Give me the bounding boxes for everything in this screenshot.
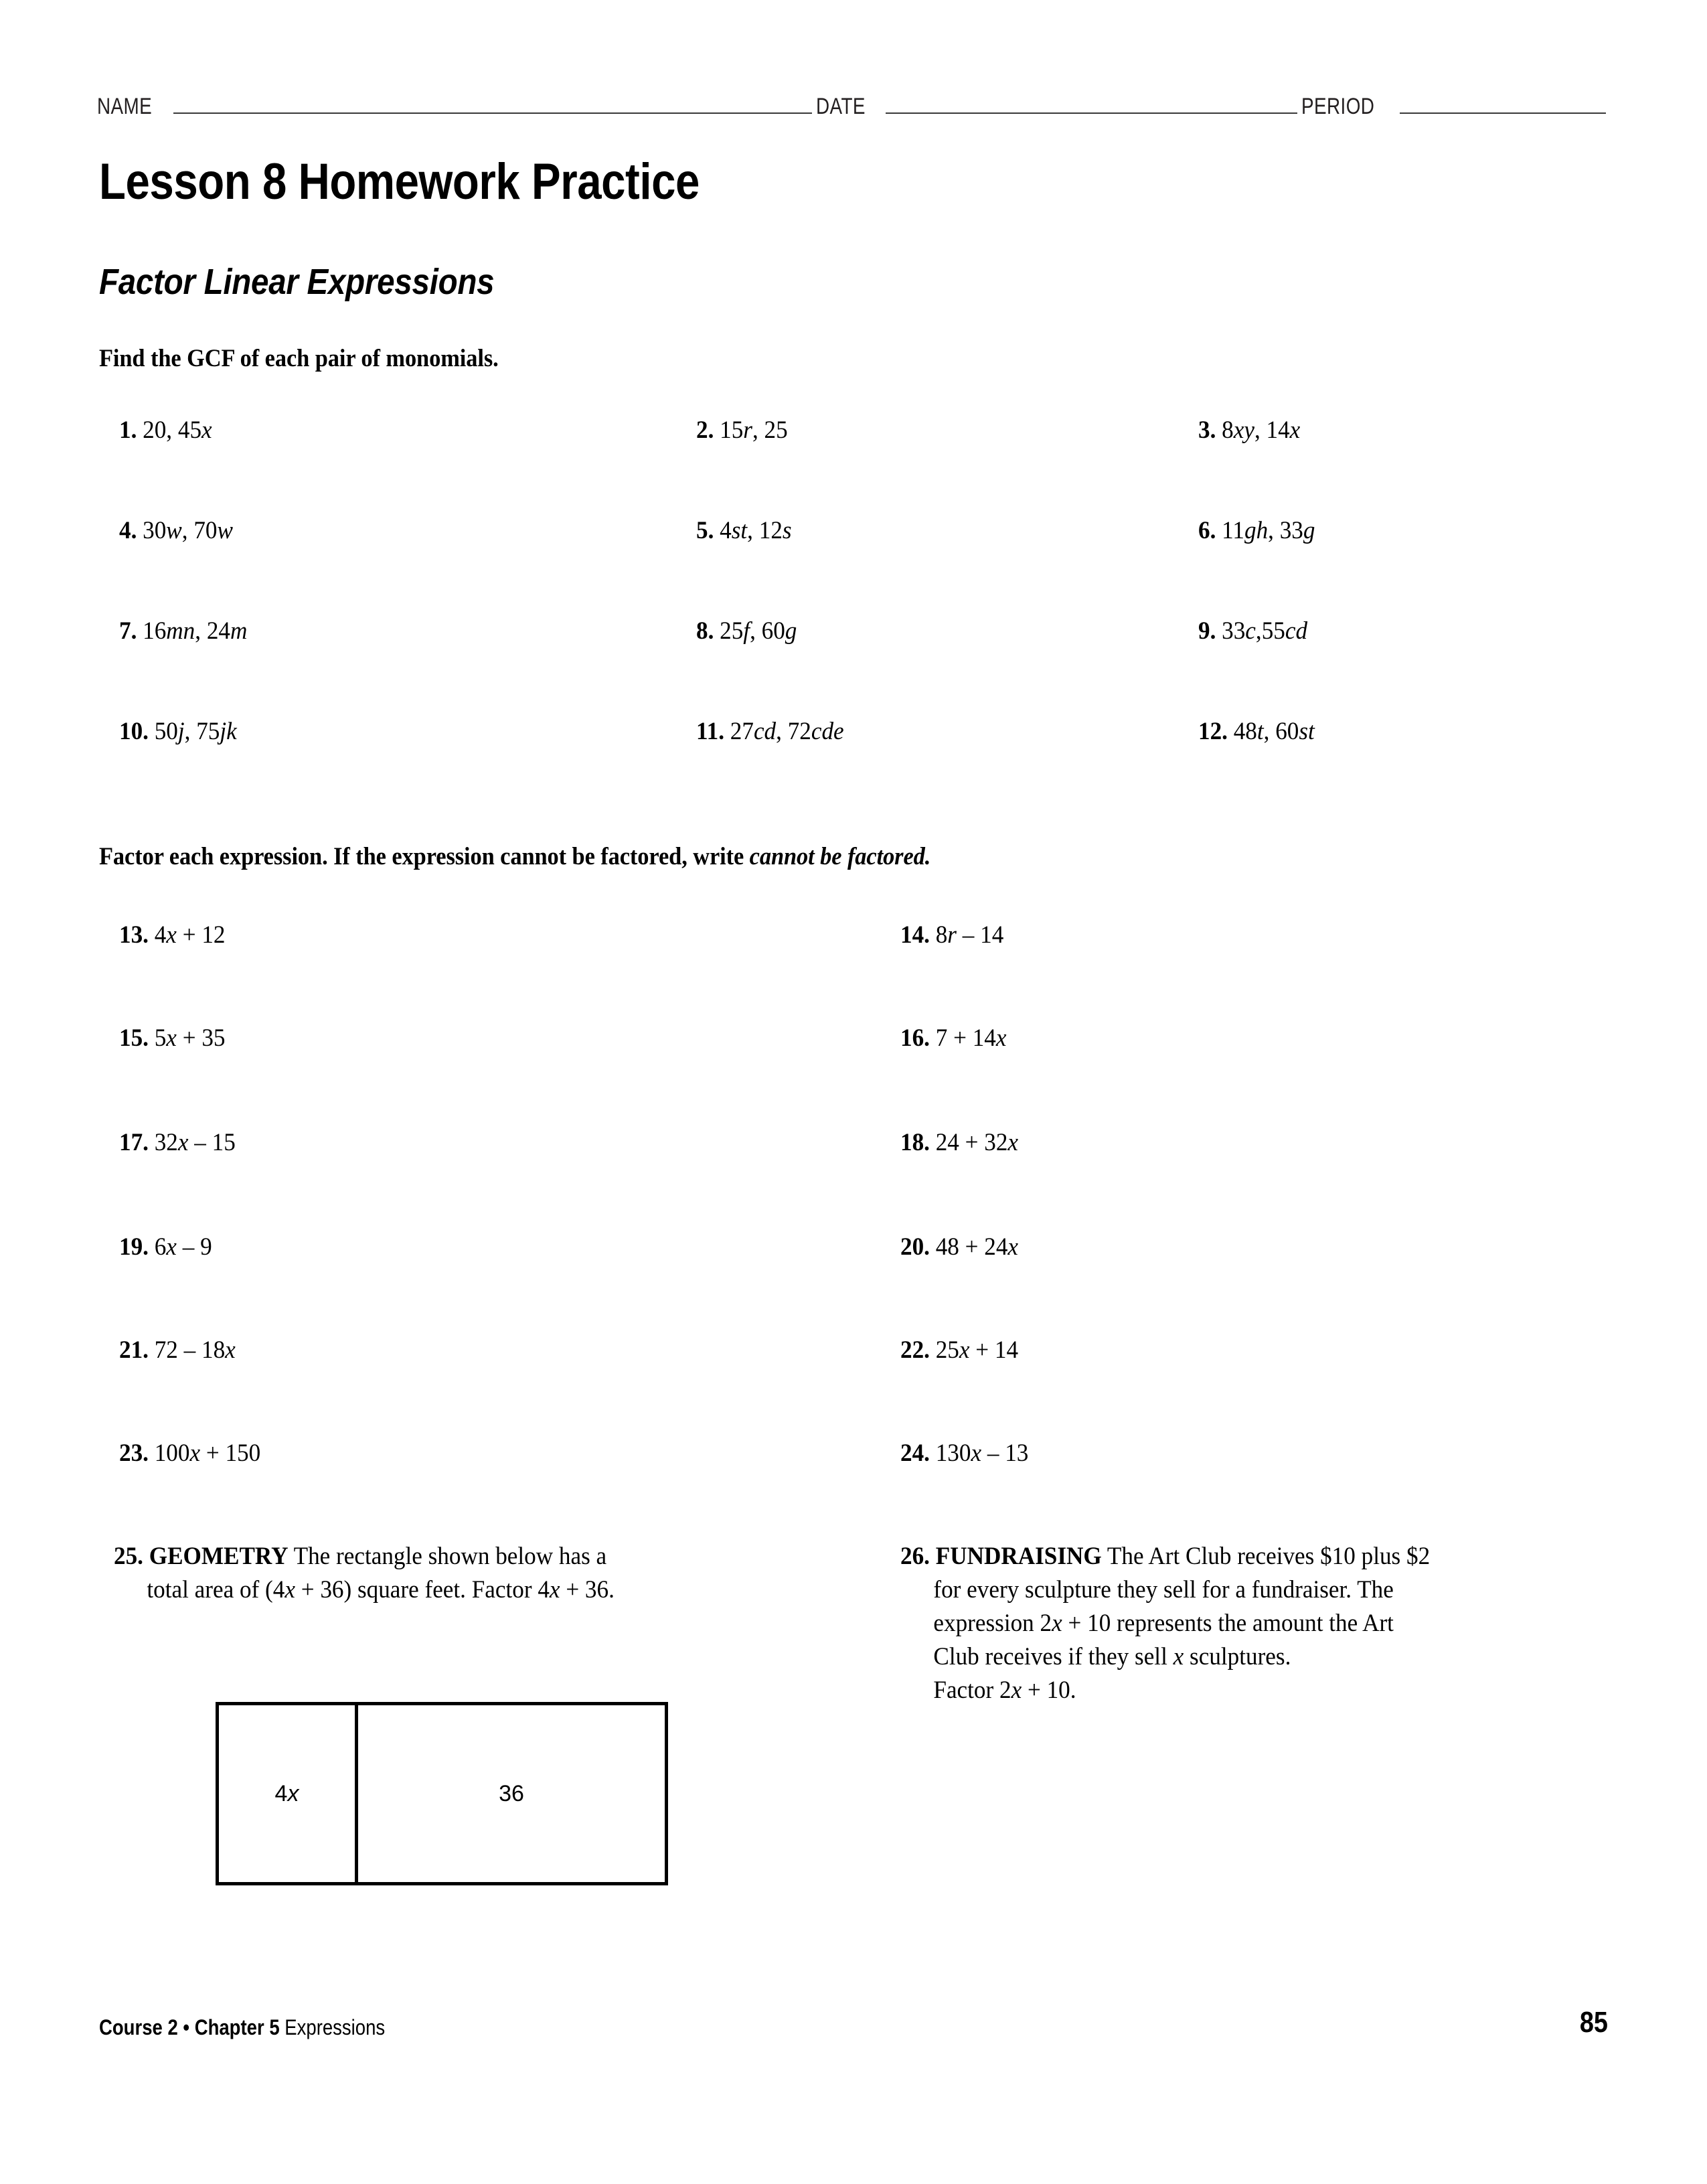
word-problem-geometry [114, 1540, 782, 1607]
gcf-problem-11 [696, 719, 844, 744]
rectangle-cell-4x: 4 x [219, 1705, 358, 1882]
date-write-line[interactable] [886, 112, 1297, 114]
problem-number: 23. [119, 1439, 149, 1467]
problem-body: 4st, 12s [720, 517, 792, 544]
problem-number: 9. [1198, 617, 1216, 645]
footer-course-chapter: Course 2 • Chapter 5 [99, 2015, 280, 2039]
problem-number: 15. [119, 1024, 149, 1052]
gcf-problem-8 [696, 619, 797, 643]
name-label: NAME [97, 94, 153, 119]
footer-course-info [99, 2015, 385, 2040]
problem-number: 1. [119, 416, 137, 444]
gcf-problem-3 [1198, 418, 1300, 443]
instruction-gcf-text: Find the GCF of each pair of monomials. [99, 345, 499, 372]
problem-body: 4x + 12 [154, 921, 226, 949]
fundraising-line-3: expression 2x + 10 represents the amount the Art [933, 1610, 1394, 1637]
problem-number: 17. [119, 1129, 149, 1156]
problem-body: 48 + 24x [935, 1233, 1019, 1261]
page-title: Lesson 8 Homework Practice [99, 153, 700, 210]
problem-body: 20, 45x [143, 416, 212, 444]
problem-body: 130x – 13 [935, 1439, 1029, 1467]
gcf-problem-6 [1198, 518, 1315, 543]
gcf-problem-1 [119, 418, 212, 443]
fundraising-line-1 [900, 1540, 1587, 1573]
problem-body: 15r, 25 [720, 416, 788, 444]
instruction-factor [99, 842, 930, 871]
problem-body: 25x + 14 [935, 1336, 1019, 1364]
problem-number: 12. [1198, 718, 1228, 745]
problem-body: 16mn, 24m [143, 617, 248, 645]
gcf-problem-9 [1198, 619, 1307, 643]
geometry-line1-text: The rectangle shown below has a [288, 1543, 607, 1570]
factor-problem-19 [119, 1235, 212, 1259]
factor-problem-13 [119, 923, 225, 947]
problem-number: 3. [1198, 416, 1216, 444]
geometry-line-1 [114, 1540, 782, 1573]
fundraising-number: 26. [900, 1543, 930, 1570]
factor-problem-14 [900, 923, 1003, 947]
problem-number: 8. [696, 617, 714, 645]
problem-body: 30w, 70w [143, 517, 233, 544]
problem-body: 100x + 150 [154, 1439, 261, 1467]
factor-problem-15 [119, 1026, 225, 1050]
problem-body: 6x – 9 [154, 1233, 212, 1261]
problem-body: 33c,55cd [1222, 617, 1308, 645]
factor-problem-17 [119, 1130, 236, 1155]
gcf-problem-12 [1198, 719, 1315, 744]
gcf-problem-2 [696, 418, 788, 443]
factor-problem-20 [900, 1235, 1018, 1259]
geometry-line-2: total area of (4x + 36) square feet. Factor 4x + 36. [147, 1576, 615, 1604]
fundraising-category: FUNDRAISING [935, 1543, 1102, 1570]
problem-body: 32x – 15 [154, 1129, 236, 1156]
problem-body: 24 + 32x [935, 1129, 1019, 1156]
problem-number: 2. [696, 416, 714, 444]
gcf-problem-7 [119, 619, 247, 643]
rectangle-area-diagram [216, 1702, 668, 1885]
factor-problem-22 [900, 1338, 1018, 1362]
geometry-number: 25. [114, 1543, 143, 1570]
date-label: DATE [815, 94, 866, 119]
problem-number: 22. [900, 1336, 930, 1364]
problem-body: 7 + 14x [935, 1024, 1007, 1052]
problem-number: 7. [119, 617, 137, 645]
problem-number: 5. [696, 517, 714, 544]
problem-body: 27cd, 72cde [730, 718, 844, 745]
factor-problem-23 [119, 1441, 260, 1466]
problem-number: 24. [900, 1439, 930, 1467]
problem-body: 8xy, 14x [1222, 416, 1301, 444]
factor-problem-16 [900, 1026, 1006, 1050]
problem-number: 6. [1198, 517, 1216, 544]
factor-problem-24 [900, 1441, 1028, 1466]
gcf-problem-5 [696, 518, 792, 543]
period-label: PERIOD [1301, 94, 1375, 119]
problem-number: 18. [900, 1129, 930, 1156]
problem-body: 8r – 14 [935, 921, 1004, 949]
problem-number: 19. [119, 1233, 149, 1261]
student-info-line [97, 94, 1610, 130]
instruction-factor-text: Factor each expression. If the expression cannot be factored, write [99, 843, 750, 870]
problem-body: 11gh, 33g [1222, 517, 1315, 544]
name-write-line[interactable] [173, 112, 812, 114]
geometry-category: GEOMETRY [149, 1543, 289, 1570]
gcf-problem-4 [119, 518, 233, 543]
rectangle-cell-36: 36 [499, 1780, 524, 1806]
problem-number: 20. [900, 1233, 930, 1261]
problem-number: 10. [119, 718, 149, 745]
problem-body: 72 – 18x [154, 1336, 236, 1364]
problem-number: 16. [900, 1024, 930, 1052]
fundraising-line-2: for every sculpture they sell for a fundraiser. The [933, 1576, 1394, 1604]
footer-topic: Expressions [279, 2015, 386, 2039]
fundraising-line1-text: The Art Club receives $10 plus $2 [1101, 1543, 1431, 1570]
fundraising-line-4: Club receives if they sell x sculptures. [933, 1643, 1291, 1670]
problem-number: 4. [119, 517, 137, 544]
instruction-factor-emphasis: cannot be factored. [749, 843, 931, 870]
page-subtitle: Factor Linear Expressions [99, 262, 495, 302]
problem-number: 14. [900, 921, 930, 949]
problem-body: 25f, 60g [720, 617, 797, 645]
problem-body: 5x + 35 [154, 1024, 226, 1052]
factor-problem-18 [900, 1130, 1018, 1155]
instruction-gcf [99, 344, 499, 373]
problem-body: 48t, 60st [1233, 718, 1315, 745]
fundraising-line-5: Factor 2x + 10. [933, 1676, 1076, 1704]
gcf-problem-10 [119, 719, 237, 744]
problem-number: 13. [119, 921, 149, 949]
word-problem-fundraising [900, 1540, 1587, 1707]
page-number: 85 [1579, 2006, 1608, 2039]
factor-problem-21 [119, 1338, 236, 1362]
problem-body: 50j, 75jk [154, 718, 237, 745]
problem-number: 11. [696, 718, 725, 745]
problem-number: 21. [119, 1336, 149, 1364]
period-write-line[interactable] [1400, 112, 1606, 114]
